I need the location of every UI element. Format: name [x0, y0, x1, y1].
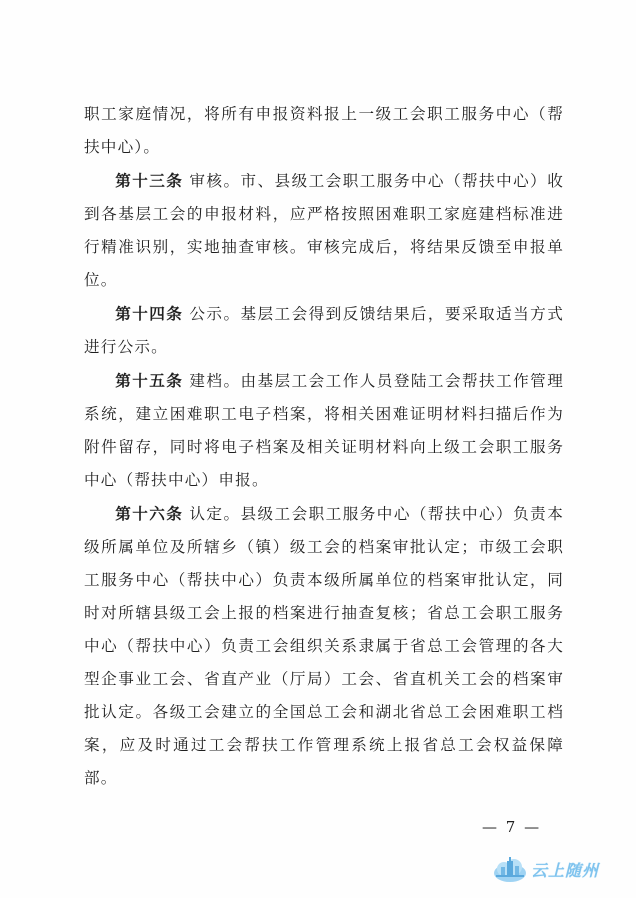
article-heading: 第十六条: [115, 504, 184, 523]
article-heading: 第十四条: [115, 304, 184, 323]
watermark-text: 云上随州: [531, 860, 600, 880]
paragraph-text: 认定。县级工会职工服务中心（帮扶中心）负责本级所属单位及所辖乡（镇）级工会的档案审批认定；市级工会职工服务中心（帮扶中心）负责本级所属单位的档案审批认定，同时对所辖县级工会上报的档案进行抽查复核；省总工会职工服务中心（帮扶中心）负责工会组织关系隶属于省总工会管理的各大型企事业工会、省直产业（厅局）工会、省直机关工会的档案审批认定。各级工会建立的全国总工会和湖北省总工会困难职工档案，应及时通过工会帮扶工作管理系统上报省总工会权益保障部。: [84, 505, 564, 787]
paragraph-text: 建档。由基层工会工作人员登陆工会帮扶工作管理系统，建立困难职工电子档案，将相关困难证明材料扫描后作为附件留存，同时将电子档案及相关证明材料向上级工会职工服务中心（帮扶中心）申报。: [84, 372, 564, 489]
paragraph-text: 公示。基层工会得到反馈结果后，要采取适当方式进行公示。: [84, 305, 564, 356]
article-16: [84, 497, 564, 795]
article-13: [84, 164, 564, 297]
cloud-city-logo-icon: [492, 855, 528, 883]
paragraph-continuation: [84, 98, 564, 164]
paragraph-text: 职工家庭情况，将所有申报资料报上一级工会职工服务中心（帮扶中心）。: [84, 105, 564, 156]
article-14: [84, 297, 564, 364]
document-body: [84, 98, 564, 795]
article-15: [84, 364, 564, 497]
article-heading: 第十五条: [115, 371, 184, 390]
paragraph-text: 审核。市、县级工会职工服务中心（帮扶中心）收到各基层工会的申报材料，应严格按照困难职工家庭建档标准进行精准识别，实地抽查审核。审核完成后，将结果反馈至申报单位。: [84, 172, 564, 289]
page-number: — 7 —: [482, 818, 542, 836]
watermark: [492, 854, 622, 884]
article-heading: 第十三条: [115, 171, 184, 190]
